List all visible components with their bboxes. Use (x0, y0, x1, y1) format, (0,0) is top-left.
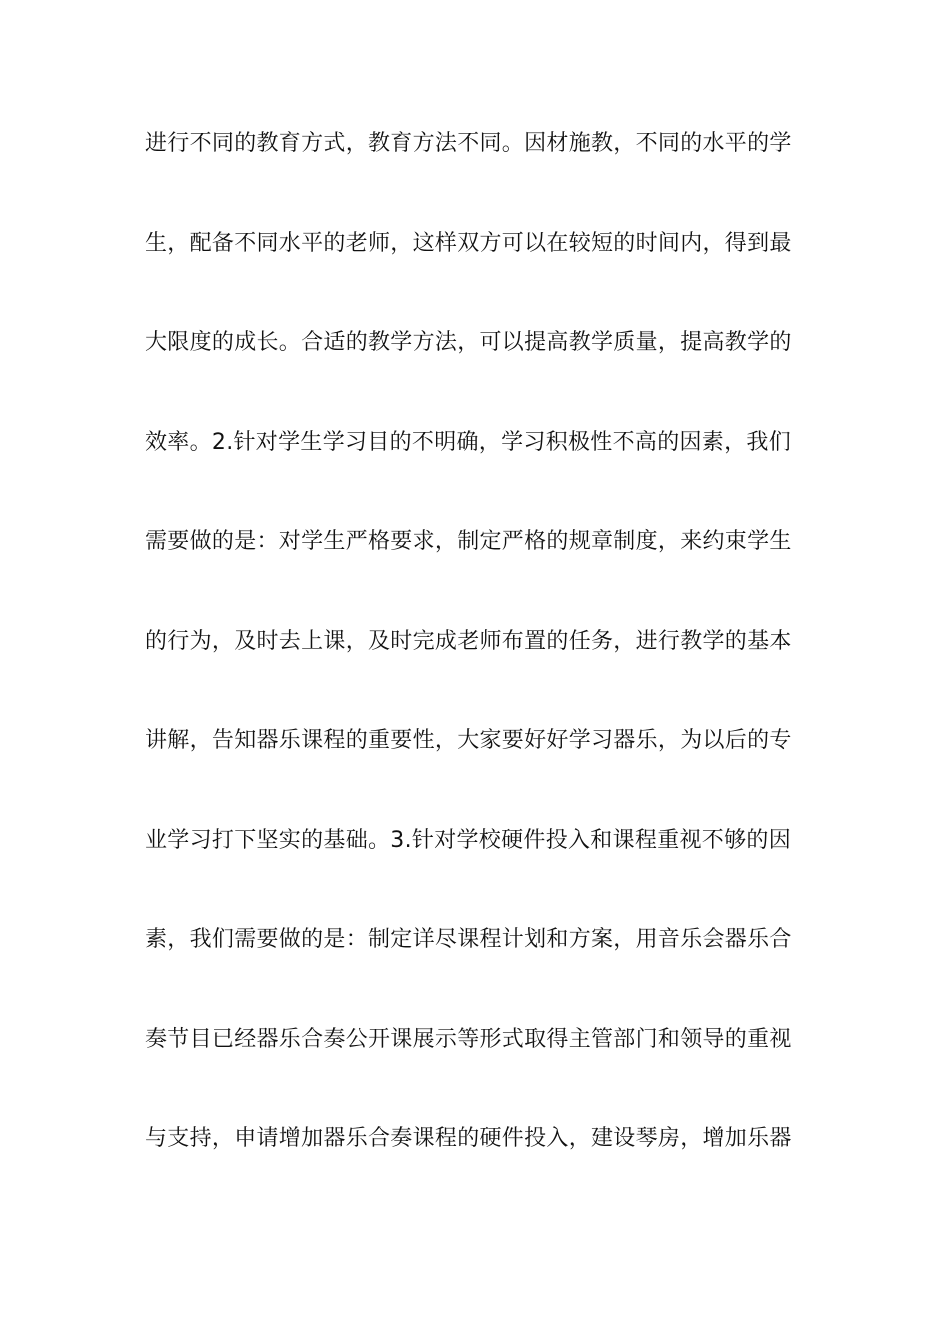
text-line: 素，我们需要做的是：制定详尽课程计划和方案，用音乐会器乐合 (145, 927, 792, 952)
text-line: 与支持，申请增加器乐合奏课程的硬件投入，建设琴房，增加乐器 (145, 1126, 792, 1151)
text-line: 业学习打下坚实的基础。3.针对学校硬件投入和课程重视不够的因 (145, 827, 791, 853)
text-line: 生，配备不同水平的老师，这样双方可以在较短的时间内，得到最 (145, 230, 792, 256)
text-line: 进行不同的教育方式，教育方法不同。因材施教，不同的水平的学 (145, 131, 792, 156)
text-line: 效率。2.针对学生学习目的不明确，学习积极性不高的因素，我们 (145, 429, 791, 455)
text-line: 奏节目已经器乐合奏公开课展示等形式取得主管部门和领导的重视 (145, 1026, 792, 1052)
text-line: 大限度的成长。合适的教学方法，可以提高教学质量，提高教学的 (145, 330, 792, 355)
body-text (145, 130, 815, 1225)
text-line: 讲解，告知器乐课程的重要性，大家要好好学习器乐，为以后的专 (145, 728, 792, 753)
text-line: 的行为，及时去上课，及时完成老师布置的任务，进行教学的基本 (145, 628, 792, 654)
text-line: 需要做的是：对学生严格要求，制定严格的规章制度，来约束学生 (145, 529, 792, 554)
